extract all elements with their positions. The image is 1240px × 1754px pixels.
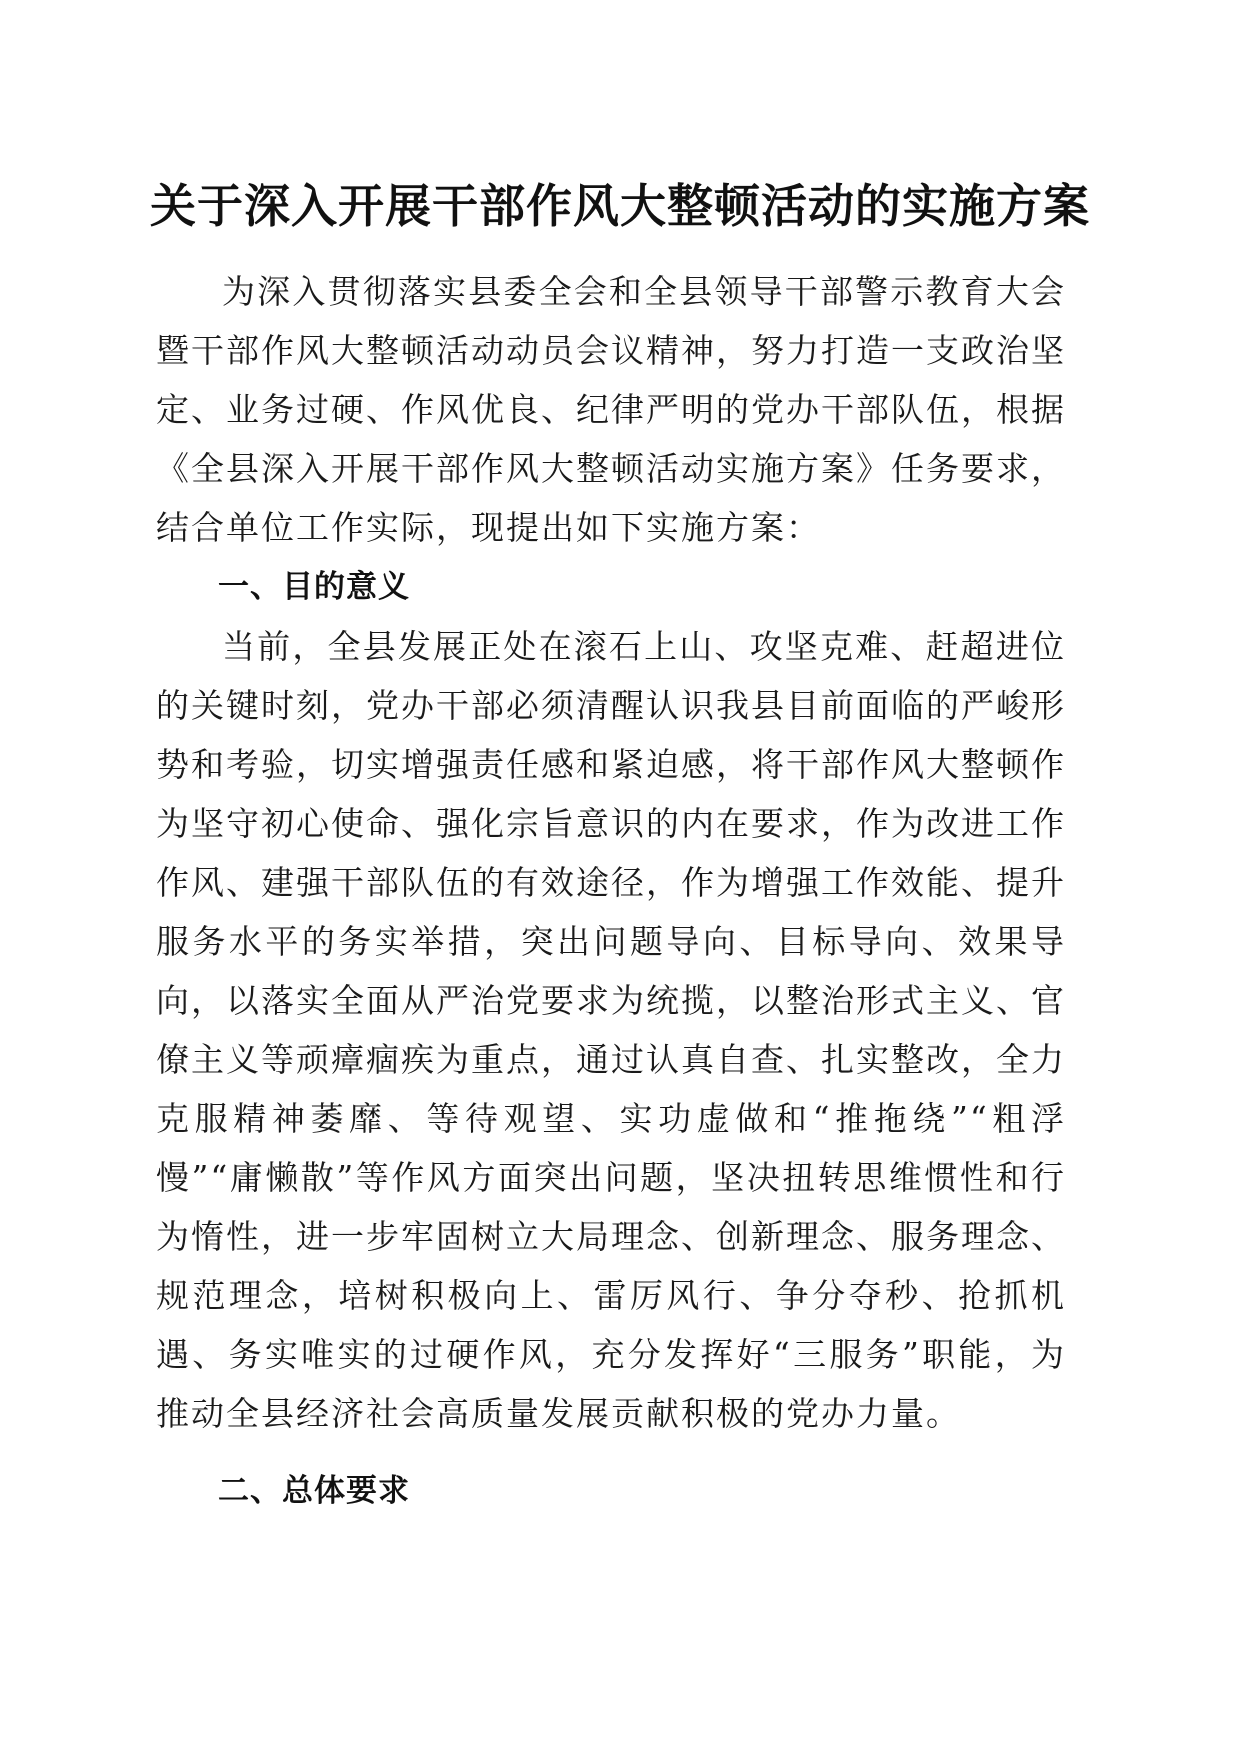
document-title: 关于深入开展干部作风大整顿活动的实施方案 bbox=[150, 179, 1090, 233]
section-heading-purpose: 一、目的意义 bbox=[218, 569, 410, 605]
section-paragraph-purpose: 当前，全县发展正处在滚石上山、攻坚克难、赶超进位的关键时刻，党办干部必须清醒认识我县目前面临的严峻形势和考验，切实增强责任感和紧迫感，将干部作风大整顿作为坚守初心使命、强化宗旨意识的内在要求，作为改进工作作风、建强干部队伍的有效途径，作为增强工作效能、提升服务水平的务实举措，突出问题导向、目标导向、效果导向，以落实全面从严治党要求为统揽，以整治形式主义、官僚主义等顽瘴痼疾为重点，通过认真自查、扎实整改，全力克服精神萎靡、等待观望、实功虚做和“推拖绕”“粗浮慢”“庸懒散”等作风方面突出问题，坚决扭转思维惯性和行为惰性，进一步牢固树立大局理念、创新理念、服务理念、规范理念，培树积极向上、雷厉风行、争分夺秒、抢抓机遇、务实唯实的过硬作风，充分发挥好“三服务”职能，为推动全县经济社会高质量发展贡献积极的党办力量。 bbox=[156, 627, 1066, 1433]
intro-paragraph: 为深入贯彻落实县委全会和全县领导干部警示教育大会暨干部作风大整顿活动动员会议精神，努力打造一支政治坚定、业务过硬、作风优良、纪律严明的党办干部队伍，根据《全县深入开展干部作风大整顿活动实施方案》任务要求，结合单位工作实际，现提出如下实施方案： bbox=[156, 272, 1066, 547]
document-body bbox=[156, 262, 1066, 1521]
section-heading-requirements: 二、总体要求 bbox=[218, 1473, 410, 1509]
